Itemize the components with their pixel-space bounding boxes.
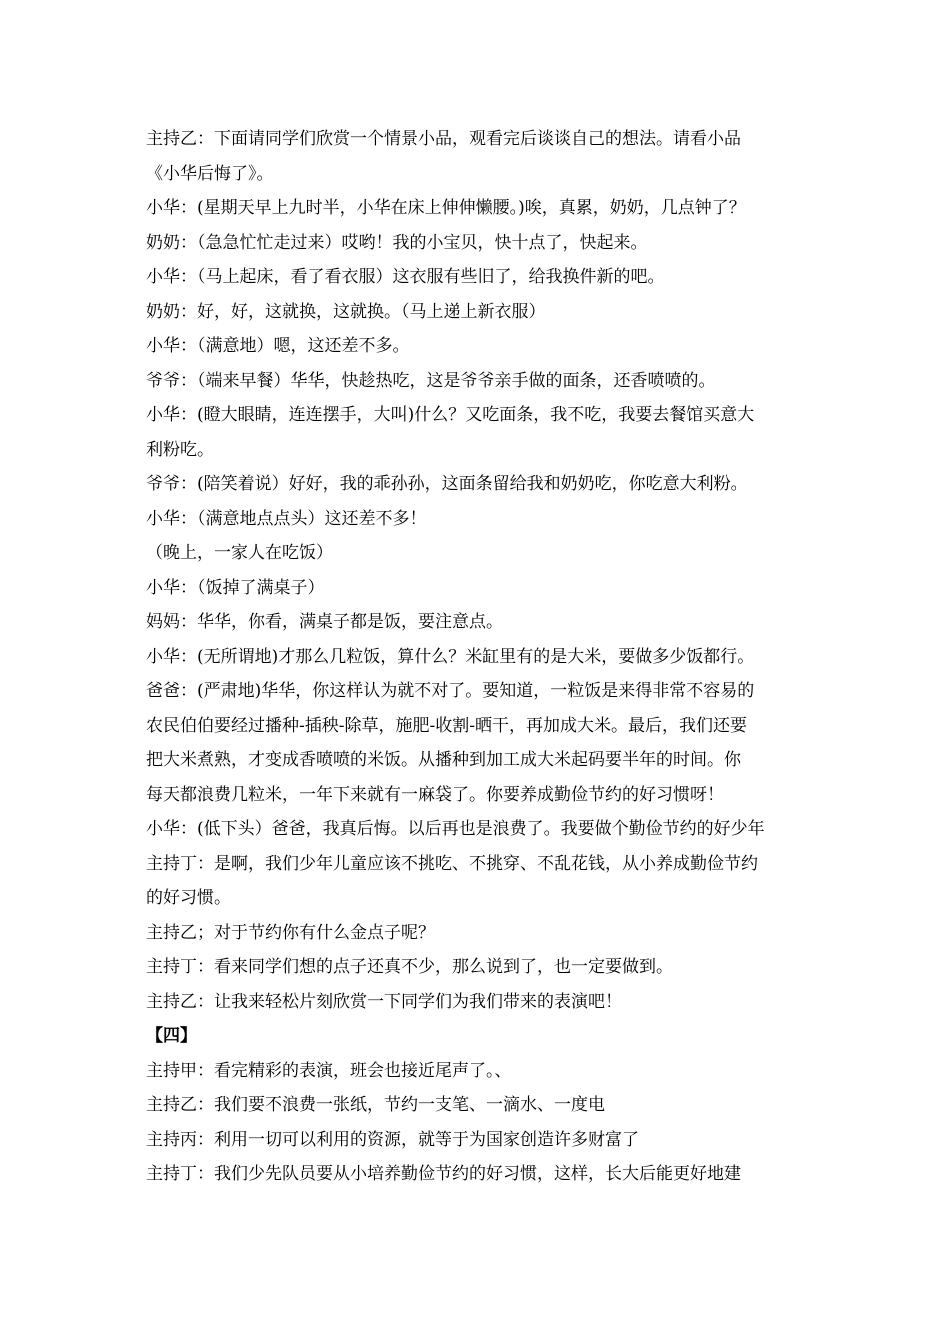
text-line: 小华：（满意地）嗯，这还差不多。	[146, 336, 410, 356]
document-body	[146, 122, 816, 1192]
text-line: 奶奶：好，好，这就换，这就换。（马上递上新衣服）	[146, 301, 546, 322]
text-line: （晚上，一家人在吃饭）	[146, 543, 333, 563]
text-line: 小华：(瞪大眼睛，连连摆手，大叫)什么？又吃面条，我不吃，我要去餐馆买意大	[146, 405, 755, 425]
section-heading: 【四】	[146, 1026, 197, 1046]
text-line: 每天都浪费几粒米，一年下来就有一麻袋了。你要养成勤俭节约的好习惯呀！	[146, 784, 724, 805]
text-line: 小华：(无所谓地)才那么几粒饭，算什么？米缸里有的是大米，要做多少饭都行。	[146, 646, 755, 667]
text-line: 爷爷：(陪笑着说）好好，我的乖孙孙，这面条留给我和奶奶吃，你吃意大利粉。	[146, 474, 748, 494]
text-line: 小华：(星期天早上九时半，小华在床上伸伸懒腰。)唉，真累，奶奶，几点钟了？	[146, 198, 746, 218]
text-line: 主持乙；对于节约你有什么金点子呢？	[146, 922, 435, 943]
text-line: 小华：（满意地点点头）这还差不多！	[146, 508, 427, 529]
text-line: 主持乙：下面请同学们欣赏一个情景小品，观看完后谈谈自己的想法。请看小品	[146, 129, 741, 149]
text-line: 主持丙：利用一切可以利用的资源，就等于为国家创造许多财富了	[146, 1129, 639, 1150]
text-line: 主持甲：看完精彩的表演，班会也接近尾声了。、	[146, 1060, 512, 1081]
text-line: 主持丁：是啊，我们少年儿童应该不挑吃、不挑穿、不乱花钱，从小养成勤俭节约	[146, 853, 758, 874]
text-line: 小华：（马上起床，看了看衣服）这衣服有些旧了，给我换件新的吧。	[146, 267, 665, 287]
text-line: 小华：（饭掉了满桌子）	[146, 577, 325, 598]
text-line: 主持乙：让我来轻松片刻欣赏一下同学们为我们带来的表演吧！	[146, 991, 622, 1012]
text-line: 的好习惯。	[146, 888, 231, 908]
text-line: 奶奶：（急急忙忙走过来）哎哟！我的小宝贝，快十点了，快起来。	[146, 232, 648, 253]
text-line: 《小华后悔了》。	[146, 163, 274, 184]
text-line: 小华：(低下头）爸爸，我真后悔。以后再也是浪费了。我要做个勤俭节约的好少年	[146, 819, 765, 839]
text-line: 农民伯伯要经过播种-插秧-除草，施肥-收割-晒干，再加成大米。最后，我们还要	[146, 715, 747, 736]
text-line: 爷爷：（端来早餐）华华，快趁热吃，这是爷爷亲手做的面条，还香喷喷的。	[146, 370, 716, 391]
text-line: 主持丁：看来同学们想的点子还真不少，那么说到了，也一定要做到。	[146, 957, 673, 977]
text-line: 爸爸：(严肃地)华华，你这样认为就不对了。要知道，一粒饭是来得非常不容易的	[146, 681, 755, 701]
text-line: 利粉吃。	[146, 439, 214, 460]
text-line: 主持丁：我们少先队员要从小培养勤俭节约的好习惯，这样，长大后能更好地建	[146, 1164, 741, 1184]
text-line: 主持乙：我们要不浪费一张纸，节约一支笔、一滴水、一度电	[146, 1095, 605, 1115]
text-line: 妈妈：华华，你看，满桌子都是饭，要注意点。	[146, 612, 503, 632]
text-line: 把大米煮熟，才变成香喷喷的米饭。从播种到加工成大米起码要半年的时间。你	[146, 750, 741, 770]
